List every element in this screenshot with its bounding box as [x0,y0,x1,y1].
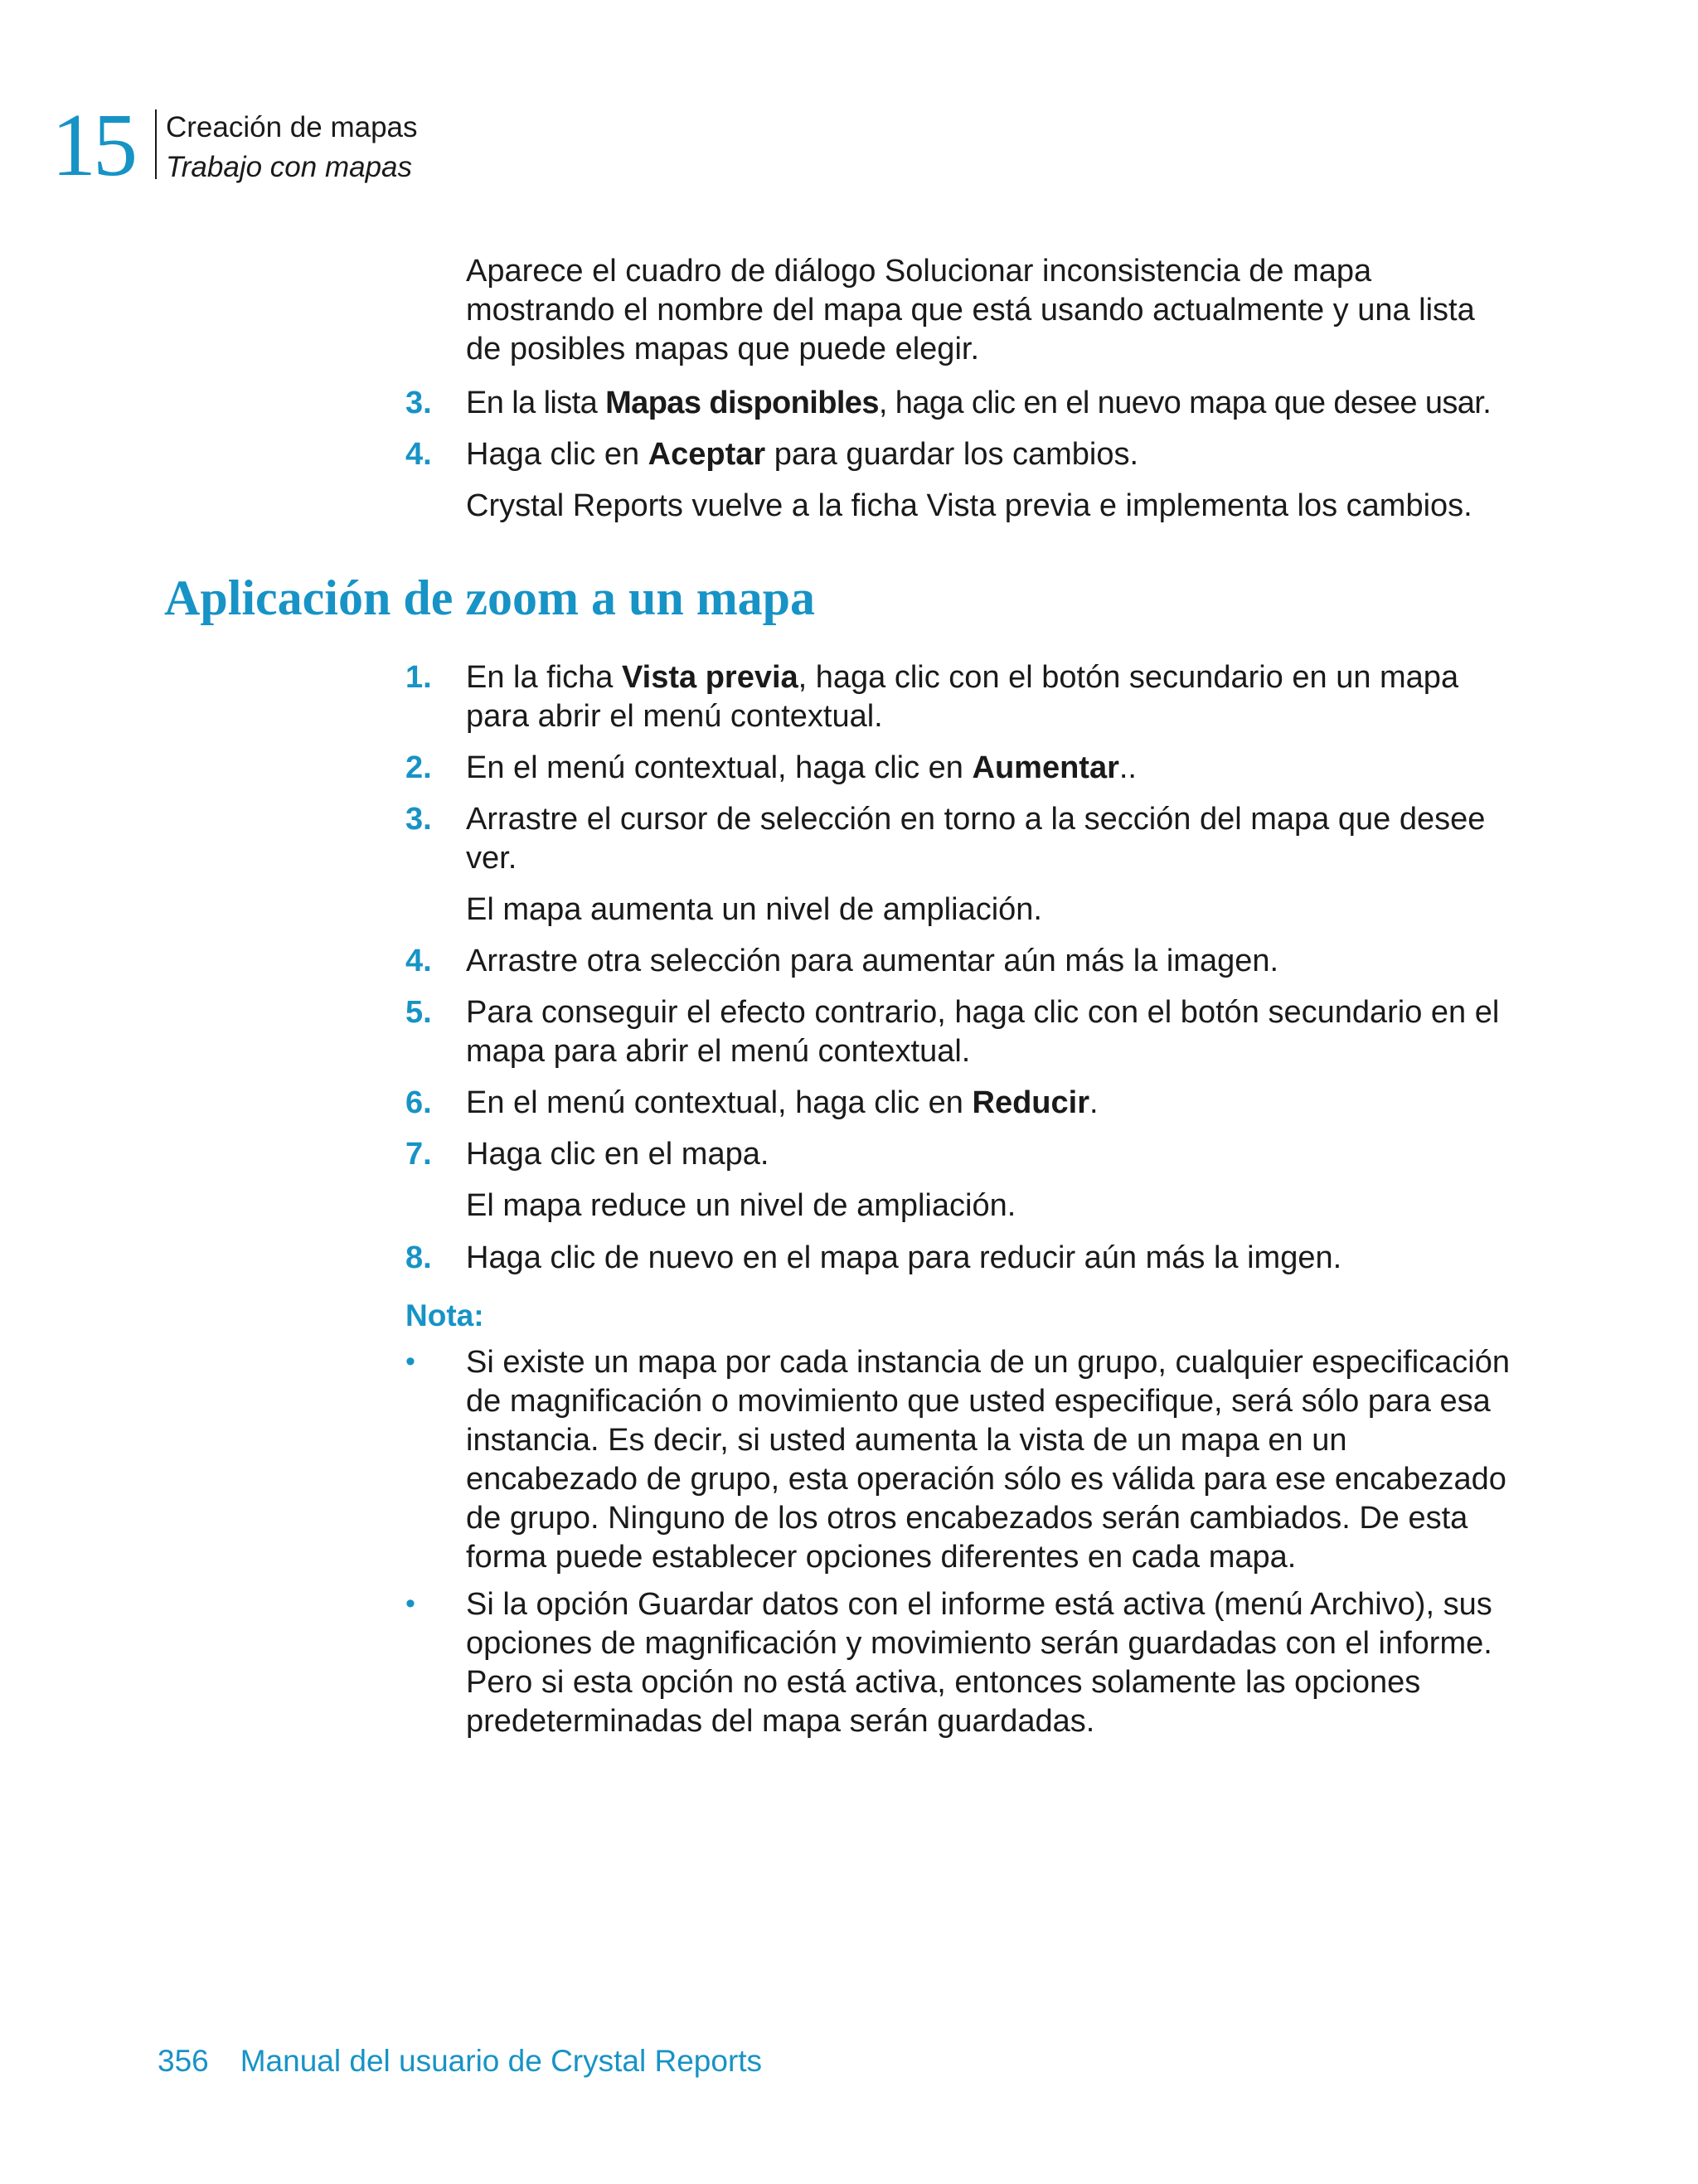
step-text: Haga clic de nuevo en el mapa para reducir aún más la imgen. [466,1240,1342,1275]
step-text: Haga clic en el mapa. [466,1137,769,1172]
step-text: Arrastre el cursor de selección en torno a la sección del mapa que desee ver. [466,802,1486,876]
step-text: En la lista Mapas disponibles, haga clic en el nuevo mapa que desee usar. [466,386,1492,420]
intro-paragraph: Aparece el cuadro de diálogo Solucionar inconsistencia de mapa mostrando el nombre del mapa que está usando actualmente y una lista de posibles mapas que puede elegir. [466,254,1475,366]
step-number: 7. [405,1137,432,1172]
page-footer [158,2043,762,2080]
step-number: 3. [405,802,432,837]
step-number: 2. [405,750,432,785]
step-number: 3. [405,386,432,420]
step-text: Para conseguir el efecto contrario, haga clic con el botón secundario en el mapa para abrir el menú contextual. [466,995,1500,1069]
header-divider [155,109,157,179]
bullet-icon: • [405,1588,415,1619]
step-text: Haga clic en Aceptar para guardar los cambios. [466,437,1139,472]
bullet-icon: • [405,1346,415,1377]
step-number: 5. [405,995,432,1030]
section-heading: Aplicación de zoom a un mapa [164,570,816,625]
note-bullet-text: Si existe un mapa por cada instancia de un grupo, cualquier especificación de magnificación o movimiento que usted especifique, será sólo para esa instancia. Es decir, si usted aumenta la vista de un mapa en un encabezado de grupo, esta operación sólo es válida para ese encabezado de grupo. Ninguno de los otros encabezados serán cambiados. De esta forma puede establecer opciones diferentes en cada mapa. [466,1345,1510,1575]
step-text: En la ficha Vista previa, haga clic con el botón secundario en un mapa para abrir el menú contextual. [466,660,1459,734]
note-bullet-text: Si la opción Guardar datos con el informe está activa (menú Archivo), sus opciones de magnificación y movimiento serán guardadas con el informe. Pero si esta opción no está activa, entonces solamente las opciones predeterminadas del mapa serán guardadas. [466,1587,1492,1739]
book-title: Manual del usuario de Crystal Reports [240,2044,763,2078]
step-number: 4. [405,944,432,978]
step-text: En el menú contextual, haga clic en Reducir. [466,1085,1099,1120]
note-label: Nota: [405,1298,484,1332]
step-number: 6. [405,1085,432,1120]
step-result: El mapa reduce un nivel de ampliación. [466,1188,1016,1223]
step-number: 4. [405,437,432,472]
step-result: El mapa aumenta un nivel de ampliación. [466,892,1042,927]
step-text: En el menú contextual, haga clic en Aumentar.. [466,750,1137,785]
section-title: Trabajo con mapas [166,151,413,183]
page-number: 356 [158,2044,209,2078]
chapter-number: 15 [51,96,134,195]
chapter-title: Creación de mapas [166,111,418,143]
step-text: Arrastre otra selección para aumentar aún más la imagen. [466,944,1279,978]
step-result: Crystal Reports vuelve a la ficha Vista previa e implementa los cambios. [466,488,1472,523]
step-number: 8. [405,1240,432,1275]
step-number: 1. [405,660,432,695]
